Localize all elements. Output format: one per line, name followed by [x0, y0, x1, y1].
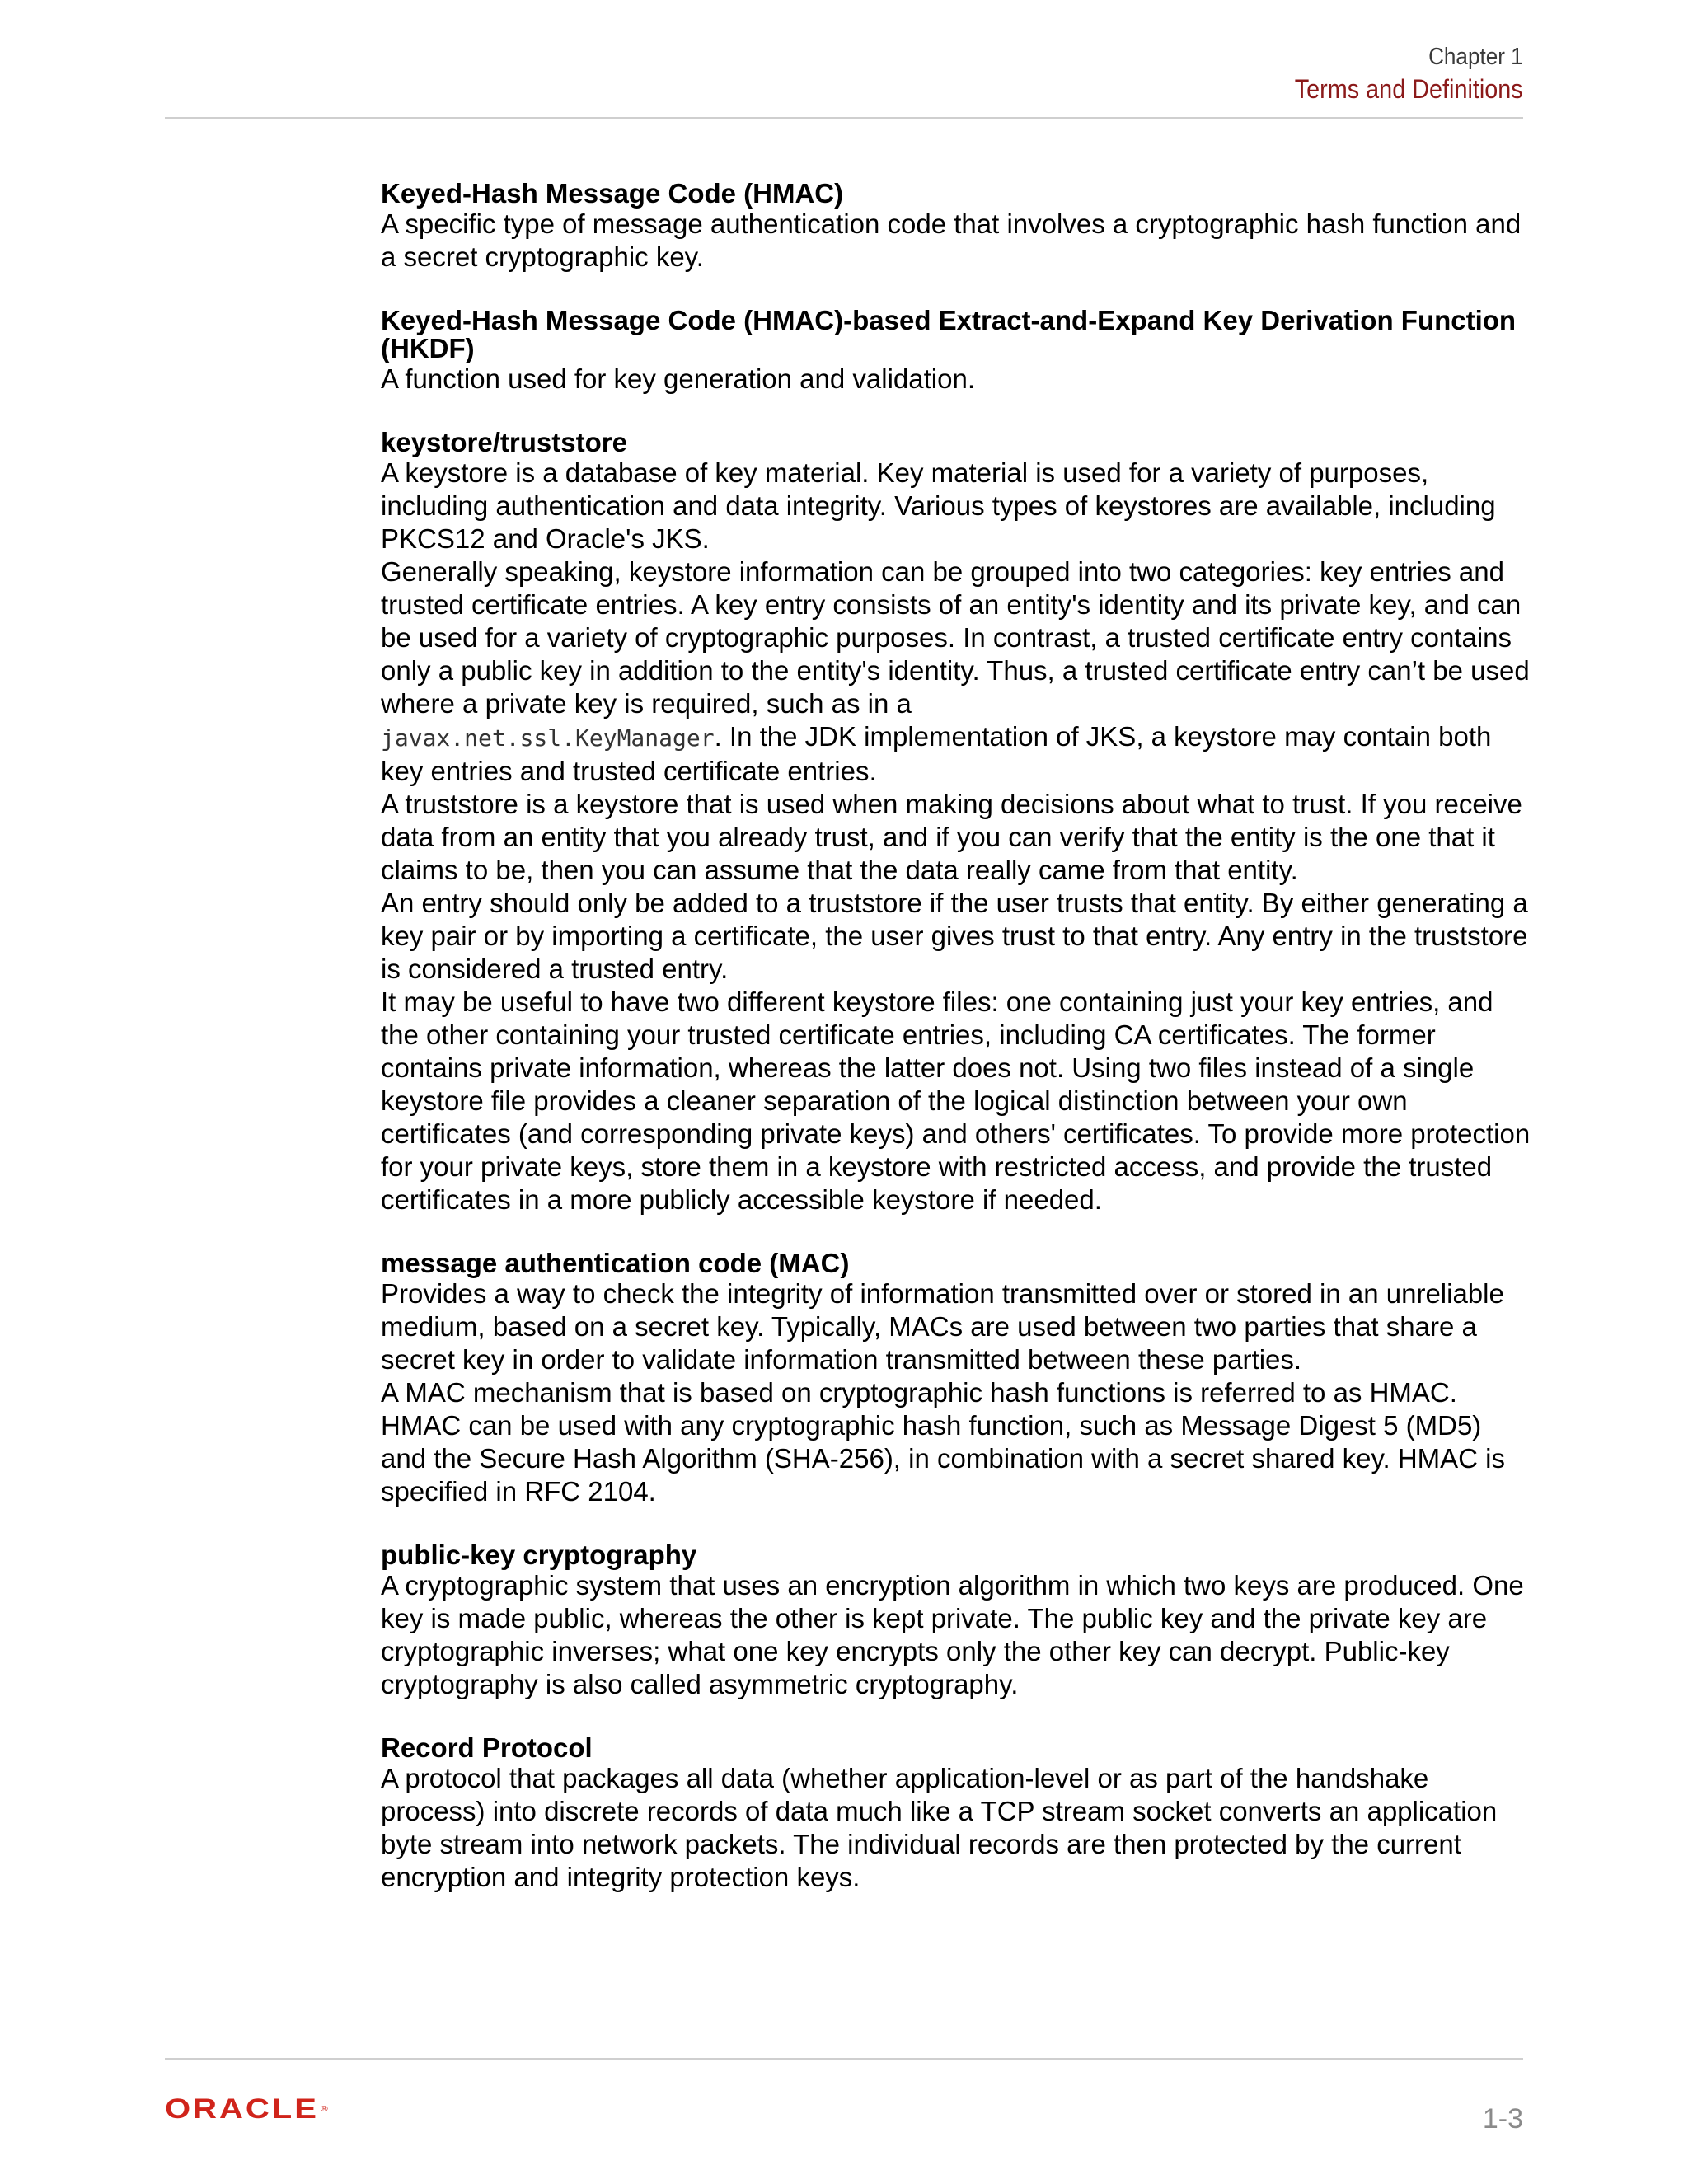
term-definition	[381, 208, 1531, 274]
term-heading: public-key cryptography	[381, 1540, 697, 1570]
running-header	[1269, 41, 1523, 105]
term-heading: Keyed-Hash Message Code (HMAC)	[381, 178, 844, 209]
glossary-entry-mac	[381, 1249, 1531, 1508]
paragraph-text: . In the JDK implementation of JKS, a keystore may contain both key entries and trusted certificate entries.	[381, 721, 1492, 786]
glossary-entry-hmac	[381, 180, 1531, 274]
term-definition	[381, 1569, 1531, 1701]
glossary-entry-record-protocol	[381, 1734, 1531, 1894]
term-definition	[381, 457, 1531, 1216]
term-heading: Keyed-Hash Message Code (HMAC)-based Extract-and-Expand Key Derivation Function (HKDF)	[381, 305, 1517, 363]
registered-mark: ®	[320, 2103, 328, 2114]
definition-paragraph	[381, 555, 1531, 788]
header-divider	[165, 117, 1523, 119]
term-definition	[381, 363, 1531, 396]
definition-paragraph: A cryptographic system that uses an encryption algorithm in which two keys are produced. One key is made public, whereas the other is kept private. The public key and the private key are cryptographic inverses; what one key encrypts only the other key can decrypt. Public-key cryptography is also called asymmetric cryptography.	[381, 1570, 1524, 1699]
glossary-entry-hkdf	[381, 307, 1531, 396]
definition-paragraph: Provides a way to check the integrity of information transmitted over or stored in an unreliable medium, based on a secret key. Typically, MACs are used between two parties that share a secret key in order to validate information transmitted between these parties.	[381, 1278, 1504, 1375]
definition-paragraph: A truststore is a keystore that is used when making decisions about what to trust. If you receive data from an entity that you already trust, and if you can verify that the entity is the one that it claims to be, then you can assume that the data really came from that entity.	[381, 789, 1522, 885]
definition-paragraph: A specific type of message authentication code that involves a cryptographic hash function and a secret cryptographic key.	[381, 209, 1522, 272]
glossary-content	[381, 180, 1531, 1927]
definition-paragraph: A function used for key generation and validation.	[381, 363, 975, 394]
footer-divider	[165, 2058, 1523, 2060]
term-definition	[381, 1762, 1531, 1894]
chapter-label: Chapter 1	[1428, 44, 1523, 70]
paragraph-text: Generally speaking, keystore information can be grouped into two categories: key entries and trusted certificate entries. A key entry consists of an entity's identity and its private key, and can be used for a variety of cryptographic purposes. In contrast, a trusted certificate entry contains only a public key in addition to the entity's identity. Thus, a trusted certificate entry can’t be used where a private key is required, such as in a	[381, 556, 1530, 719]
term-heading: Record Protocol	[381, 1732, 593, 1763]
term-heading: message authentication code (MAC)	[381, 1248, 850, 1278]
term-heading: keystore/truststore	[381, 427, 627, 457]
definition-paragraph: A keystore is a database of key material. Key material is used for a variety of purposes, including authentication and data integrity. Various types of keystores are available, including PKCS12 and Oracle's JKS.	[381, 457, 1496, 554]
definition-paragraph: A MAC mechanism that is based on cryptographic hash functions is referred to as HMAC. HMAC can be used with any cryptographic hash function, such as Message Digest 5 (MD5) and the Secure Hash Algorithm (SHA-256), in combination with a secret shared key. HMAC is specified in RFC 2104.	[381, 1377, 1505, 1507]
glossary-entry-keystore-truststore	[381, 429, 1531, 1216]
glossary-entry-public-key-cryptography	[381, 1541, 1531, 1701]
oracle-logo	[165, 2093, 328, 2124]
definition-paragraph: A protocol that packages all data (whether application-level or as part of the handshake process) into discrete records of data much like a TCP stream socket converts an application byte stream into network packets. The individual records are then protected by the current encryption and integrity protection keys.	[381, 1763, 1498, 1892]
definition-paragraph: An entry should only be added to a truststore if the user trusts that entity. By either generating a key pair or by importing a certificate, the user gives trust to that entry. Any entry in the truststore is considered a trusted entry.	[381, 888, 1528, 984]
definition-paragraph: It may be useful to have two different keystore files: one containing just your key entries, and the other containing your trusted certificate entries, including CA certificates. The former contains private information, whereas the latter does not. Using two files instead of a single keystore file provides a cleaner separation of the logical distinction between your own certificates (and corresponding private keys) and others' certificates. To provide more protection for your private keys, store them in a keystore with restricted access, and provide the trusted certificates in a more publicly accessible keystore if needed.	[381, 987, 1531, 1215]
logo-text: ORACLE	[165, 2093, 319, 2125]
term-definition	[381, 1277, 1531, 1508]
inline-code: javax.net.ssl.KeyManager	[381, 724, 715, 752]
page-number: 1-3	[1482, 2103, 1523, 2135]
section-title: Terms and Definitions	[1295, 74, 1523, 104]
